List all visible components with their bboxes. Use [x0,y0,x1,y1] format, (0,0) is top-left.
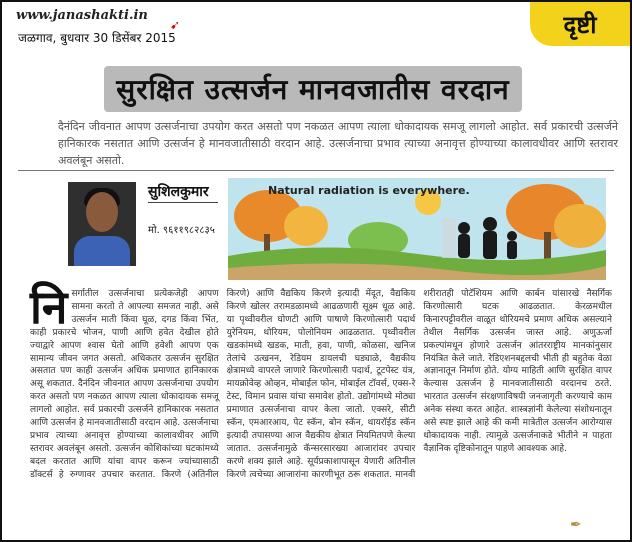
headline: सुरक्षित उत्सर्जन मानवजातीस वरदान [116,73,510,106]
divider [18,170,614,171]
illustration-caption: Natural radiation is everywhere. [268,184,470,197]
author-shirt [74,236,130,266]
author-underline [148,202,218,203]
author-face [86,192,118,232]
website-url[interactable]: www.janashakti.in [16,8,148,23]
dateline: जळगाव, बुधवार 30 डिसेंबर 2015 [18,31,176,45]
column-badge: दृष्टी [530,2,630,46]
radiation-illustration [228,178,606,280]
cursor-icon: ➹ [170,18,181,32]
author-mobile: मो. ९६११९८२८३५ [148,225,215,236]
fountain-pen-icon: ✒ [570,517,582,533]
author-photo [68,182,136,266]
intro-paragraph: दैनंदिन जीवनात आपण उत्सर्जनाचा उपयोग करत असतो पण नकळत आपण त्याला धोकादायक समजू लागलो आहोत. सर्व प्रकारची उत्सर्जने हानिकारक नसतात आणि उत्सर्जन हे मानवजातीसाठी वरदान आहे. उत्सर्जनाचा प्रभाव त्याच्या अनावृत्त होण्याच्या कालावधीवर आणि स्तरावर अवलंबून असतो. [58,120,618,167]
body-paragraph: सर्गातील उत्सर्जनाचा प्रत्येकजेही आपण सामना करतो ते आपल्या समजत नाही. असे उत्सर्जन माती किंवा घूळ, दगड किंवा भिंत, काही प्रकारचे भोजन, पाणी आणि हवेत देखील होते ज्याद्वारे आपण श्वास घेतो आणि हवेशी आपण एक सामान्य जीवन जगत असतो. अधिकतर उत्सर्जन सुरक्षित असतात पण काही उत्सर्जन अधिक प्रमाणात हानिकारक असू शकतात. दैनंदिन जीवनात आपण उत्सर्जनाचा उपयोग करत असतो पण नकळत आपण त्याला धोकादायक समजू लागलो आहोत. सर्व प्रकारची उत्सर्जने हानिकारक नसतात आणि उत्सर्जन हे मानवजातीसाठी वरदान आहे. उत्सर्जनाचा प्रभाव त्याच्या अनावृत्त होण्याच्या कालावधीवर आणि स्तरावर अवलंबून असतो. उत्सर्जन कोशिकांच्या घटकांमध्ये बदल करतात आणि यांचा वापर करून ज्यांच्यासाठी डॉक्टर्स हे रुग्णावर उपचार करतात. किरणे (अतिनील किरणे) आणि वैद्यकिय किरणे इत्यादी मेंदूत, वैद्यकिय किरणे खोलर तरामडळामध्ये आढळणारी सूक्ष्म धूळ आहे. या पृथ्वीवरील घोणटी आणि पाषाणे किरणोत्सारी पदार्थ युरेनियम, थोरियम, पोलोनियम आढळतात. पृथ्वीवरील खडकांमध्ये खडक, माती, हवा, पाणी, कोळसा, खनिज तेलांचे उत्खनन, रेडियम डायलची घड्याळे, वैद्यकीय क्षेत्रामध्ये वापरले जाणारे किरणोत्सारी पदार्थ, टूटपेस्ट यंत्र, मायक्रोवेव्ह ओव्हन, मोबाईल फोन, मोबाईल टॉवर्स, एक्स-रे टेस्ट, विमान प्रवास यांचा समावेश होतो. उद्योगांमध्ये मोठ्या प्रमाणात उत्सर्जनाचा वापर केला जातो. एक्सरे, सीटी स्कॅन, एमआरआय, पेट स्कॅन, बोन स्कॅन, थायरॉईड स्कॅन इत्यादी तपासण्या आज वैद्यकीय क्षेत्रात नियमितपणे केल्या जातात. उत्सर्जनामुळे कॅन्सरसारख्या आजारांवर उपचार करणे शक्य झाले आहे. सूर्यप्रकाशापासून येणारी अतिनील किरणे त्वचेच्या आजारांना कारणीभूत ठरू शकतात. मानवी शरीरातही पोटॅशियम आणि कार्बन यांसारखे नैसर्गिक किरणोत्सारी घटक आढळतात. केरळमधील किनारपट्टीवरील वाळूत थोरियमचे प्रमाण अधिक असल्याने तेथील नैसर्गिक उत्सर्जन जास्त आहे. अणुऊर्जा प्रकल्पांमधून होणारे उत्सर्जन आंतरराष्ट्रीय मानकांनुसार नियंत्रित केले जाते. रेडिएशनबद्दलची भीती ही बहुतेक वेळा अज्ञानातून निर्माण होते. योग्य माहिती आणि सुरक्षित वापर केल्यास उत्सर्जन हे मानवजातीसाठी वरदानच ठरते. भारतात उत्सर्जन संरक्षणाविषयी जनजागृती करण्याचे काम अनेक संस्था करत आहेत. शास्त्रज्ञांनी केलेल्या संशोधनातून असे स्पष्ट झाले आहे की कमी मात्रेतील उत्सर्जन आरोग्यास धोकादायक नाही. त्यामुळे उत्सर्जनाकडे भीतीने न पाहता वैज्ञानिक दृष्टिकोनातून पाहणे आवश्यक आहे. [30,289,612,480]
article-body [30,280,612,534]
building [442,218,456,258]
dropcap: नि [30,280,68,334]
author-name: सुशिलकुमार [148,184,209,200]
